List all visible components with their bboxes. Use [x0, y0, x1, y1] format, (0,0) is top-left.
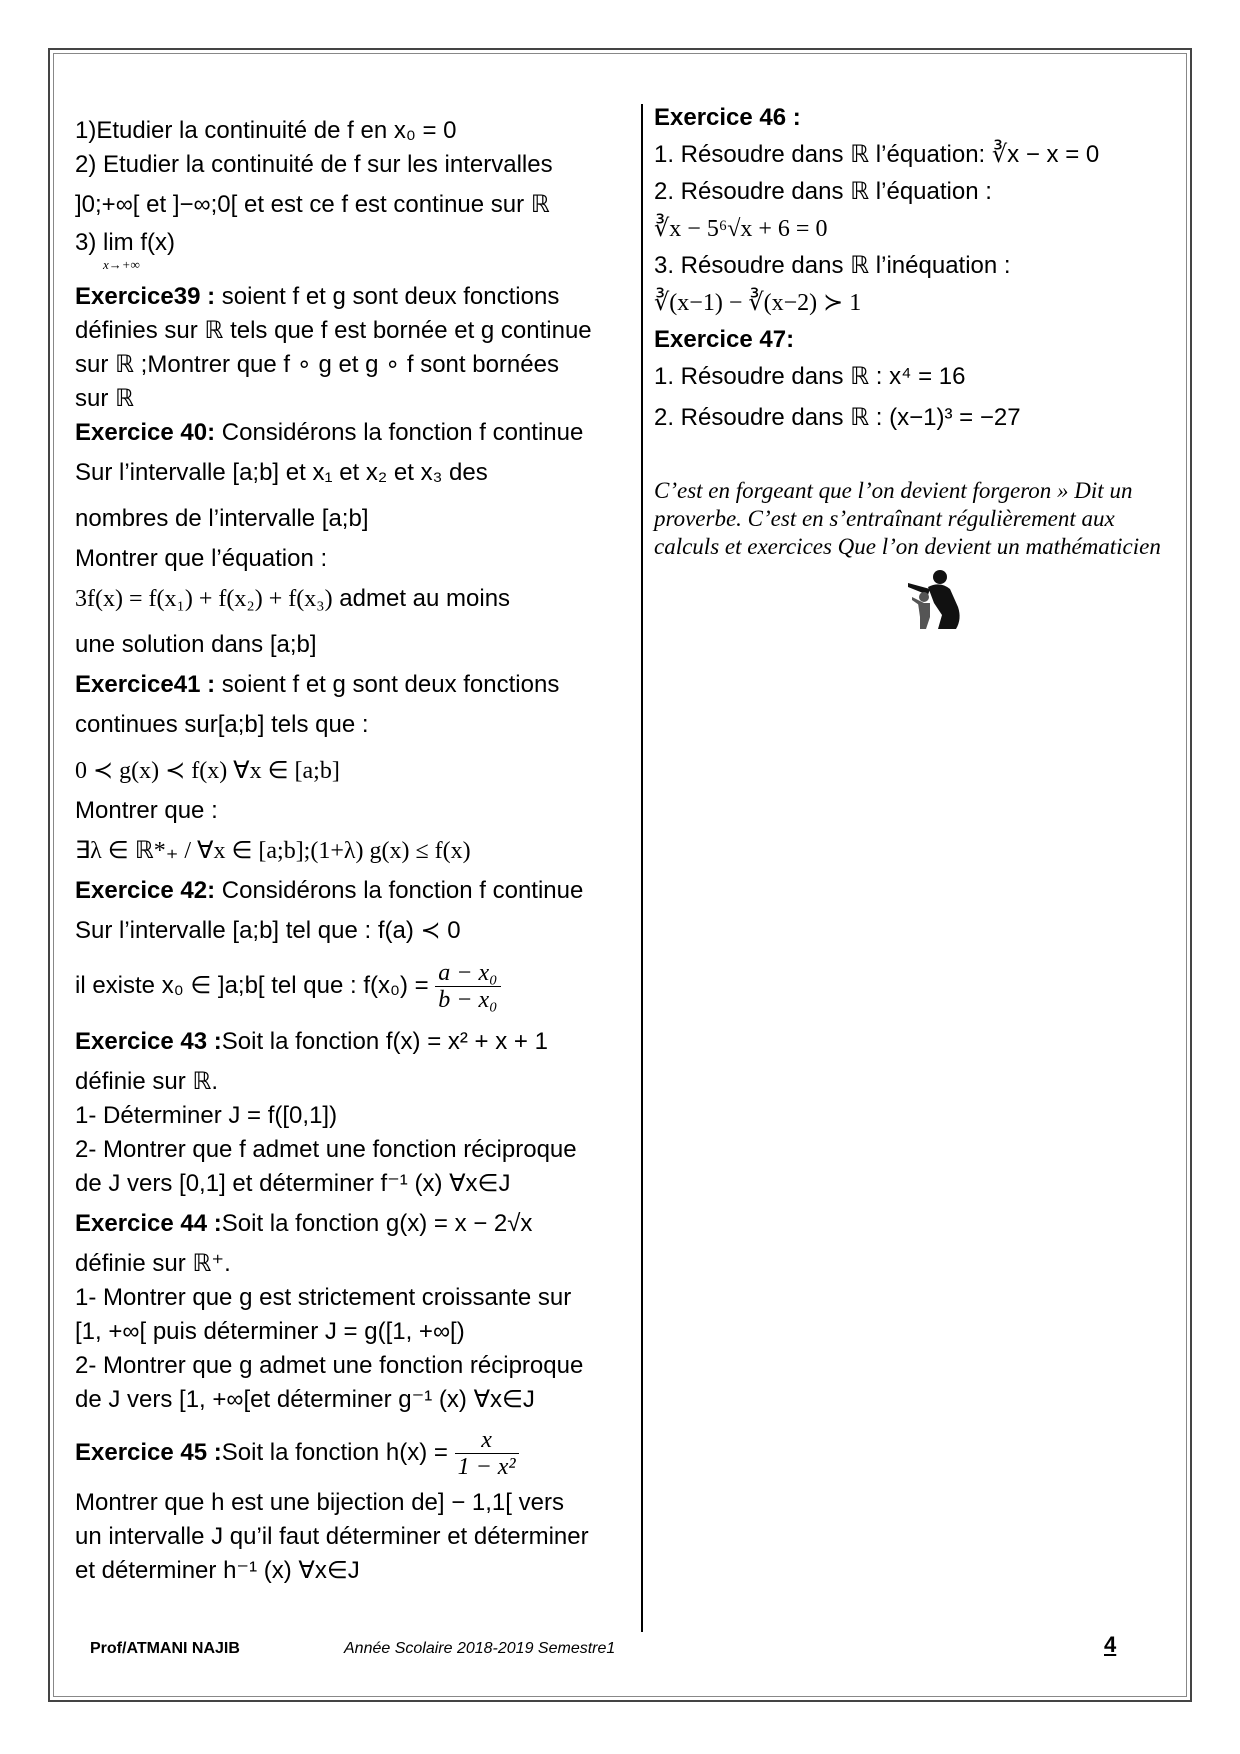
exercise-44-line-4: [1, +∞[ puis déterminer J = g([1, +∞[): [75, 1318, 465, 1345]
exercise-39-line-3: sur ℝ ;Montrer que f ∘ g et g ∘ f sont bornées: [75, 351, 559, 378]
exercise-42-line-3: [75, 960, 625, 1013]
exercise-45-line-1: [75, 1427, 625, 1480]
exercise-44-line-5: 2- Montrer que g admet une fonction réciproque: [75, 1352, 584, 1379]
question-1: 1)Etudier la continuité de f en x₀ = 0: [75, 117, 457, 144]
exercise-45-line-3: un intervalle J qu’il faut déterminer et déterminer: [75, 1523, 589, 1550]
exercise-42-denominator: b − x₀: [438, 987, 498, 1013]
exercise-40-line-5: une solution dans [a;b]: [75, 631, 317, 658]
exercise-44-line-1: [75, 1201, 625, 1247]
exercise-43-line-2: définie sur ℝ.: [75, 1068, 219, 1095]
exercise-46-title-line: [654, 101, 1184, 135]
exercise-46-line-1: 1. Résoudre dans ℝ l’équation: ∛x − x = 0: [654, 141, 1100, 168]
exercise-45-fraction: [455, 1427, 519, 1480]
exercise-43-line-5: de J vers [0,1] et déterminer f⁻¹ (x) ∀x∈J: [75, 1170, 511, 1197]
exercise-42-numerator: a − x₀: [435, 960, 500, 987]
exercise-47-line-1: 1. Résoudre dans ℝ : x⁴ = 16: [654, 363, 966, 390]
footer-school-year: Année Scolaire 2018-2019 Semestre1: [344, 1640, 616, 1657]
exercise-40-line-3: nombres de l’intervalle [a;b]: [75, 505, 369, 532]
question-3-limit-sub: x→+∞: [103, 257, 140, 272]
question-3: [75, 228, 625, 258]
exercise-40-equation-line: [75, 576, 625, 622]
question-2b: ]0;+∞[ et ]−∞;0[ et est ce f est continue sur ℝ: [75, 191, 550, 218]
exercise-42-fraction: [435, 960, 500, 1013]
exercise-46-title: Exercice 46 :: [654, 104, 801, 131]
exercise-44-line-3: 1- Montrer que g est strictement croissante sur: [75, 1284, 572, 1311]
exercise-47-title-line: [654, 323, 1184, 357]
exercise-42-title: Exercice 42:: [75, 877, 216, 904]
exercise-40-intro: Considérons la fonction f continue: [215, 419, 584, 446]
footer-author: Prof/ATMANI NAJIB: [90, 1640, 240, 1657]
exercise-41-title: Exercice41 :: [75, 671, 216, 698]
exercise-39-title: Exercice39 :: [75, 283, 216, 310]
exercise-44-line-6: de J vers [1, +∞[et déterminer g⁻¹ (x) ∀x∈J: [75, 1386, 535, 1413]
page-number: 4: [1104, 1632, 1117, 1657]
exercise-46-line-3: 3. Résoudre dans ℝ l’inéquation :: [654, 252, 1011, 279]
proverb-quote: C’est en forgeant que l’on devient forgeron » Dit un proverbe. C’est en s’entraînant régulièrement aux calculs et exercices Que l’on devient un mathématicien: [654, 478, 1161, 559]
exercise-41-equation-1: 0 ≺ g(x) ≺ f(x) ∀x ∈ [a;b]: [75, 758, 340, 784]
exercise-45-numerator: x: [455, 1427, 519, 1454]
exercise-45-line-2: Montrer que h est une bijection de] − 1,1[ vers: [75, 1489, 564, 1516]
exercise-44-function: Soit la fonction g(x) = x − 2√x: [221, 1210, 533, 1237]
exercise-40-equation: 3f(x) = f(x₁) + f(x₂) + f(x₃): [75, 586, 333, 612]
exercise-46-equation-3: ∛(x−1) − ∛(x−2) ≻ 1: [654, 290, 862, 316]
exercise-42-line-2: Sur l’intervalle [a;b] tel que : f(a) ≺ 0: [75, 917, 461, 944]
exercise-39-intro: soient f et g sont deux fonctions: [215, 283, 560, 310]
exercise-45-title: Exercice 45 :: [75, 1438, 222, 1466]
exercise-42-line-1: [75, 874, 625, 908]
exercise-41-line-1: [75, 668, 625, 702]
right-column: [654, 101, 1184, 643]
exercise-41-line-3: Montrer que :: [75, 797, 218, 824]
exercise-40-title: Exercice 40:: [75, 419, 216, 446]
adult-child-silhouette-icon: [900, 567, 1184, 643]
exercise-43-title: Exercice 43 :: [75, 1028, 222, 1055]
exercise-47-title: Exercice 47:: [654, 326, 795, 353]
exercise-41-line-2: continues sur[a;b] tels que :: [75, 711, 369, 738]
exercise-40-line-2: Sur l’intervalle [a;b] et x₁ et x₂ et x₃ des: [75, 459, 488, 486]
exercise-44-title: Exercice 44 :: [75, 1210, 222, 1237]
exercise-40-line-4: Montrer que l’équation :: [75, 545, 328, 572]
exercise-40-line-1: [75, 416, 625, 450]
exercise-45-denominator: 1 − x²: [457, 1454, 516, 1480]
column-divider: [641, 104, 643, 1632]
exercise-43-function: Soit la fonction f(x) = x² + x + 1: [221, 1028, 548, 1055]
question-2a: 2) Etudier la continuité de f sur les intervalles: [75, 151, 553, 178]
exercise-42-condition: il existe x₀ ∈ ]a;b[ tel que : f(x₀) =: [75, 971, 429, 999]
exercise-43-line-1: [75, 1019, 625, 1065]
exercise-46-equation-2: ∛x − 5⁶√x + 6 = 0: [654, 216, 828, 242]
exercise-42-intro: Considérons la fonction f continue: [215, 877, 584, 904]
exercise-40-equation-tail: admet au moins: [332, 585, 511, 612]
exercise-46-line-2: 2. Résoudre dans ℝ l’équation :: [654, 178, 992, 205]
exercise-41-equation-2: ∃λ ∈ ℝ*₊ / ∀x ∈ [a;b];(1+λ) g(x) ≤ f(x): [75, 838, 471, 864]
exercise-45-function: Soit la fonction h(x) =: [221, 1438, 448, 1466]
exercise-45-line-4: et déterminer h⁻¹ (x) ∀x∈J: [75, 1557, 360, 1584]
question-3-limit: 3) lim f(x): [75, 229, 175, 256]
exercise-39-line-4: sur ℝ: [75, 385, 135, 412]
exercise-41-intro: soient f et g sont deux fonctions: [215, 671, 560, 698]
exercise-39-line-1: [75, 280, 625, 314]
exercise-47-line-2: 2. Résoudre dans ℝ : (x−1)³ = −27: [654, 404, 1021, 431]
exercise-43-line-4: 2- Montrer que f admet une fonction réciproque: [75, 1136, 577, 1163]
exercise-43-line-3: 1- Déterminer J = f([0,1]): [75, 1102, 338, 1129]
exercise-44-line-2: définie sur ℝ⁺.: [75, 1250, 231, 1277]
left-column: [75, 114, 625, 1588]
exercise-39-line-2: définies sur ℝ tels que f est bornée et g continue: [75, 317, 592, 344]
